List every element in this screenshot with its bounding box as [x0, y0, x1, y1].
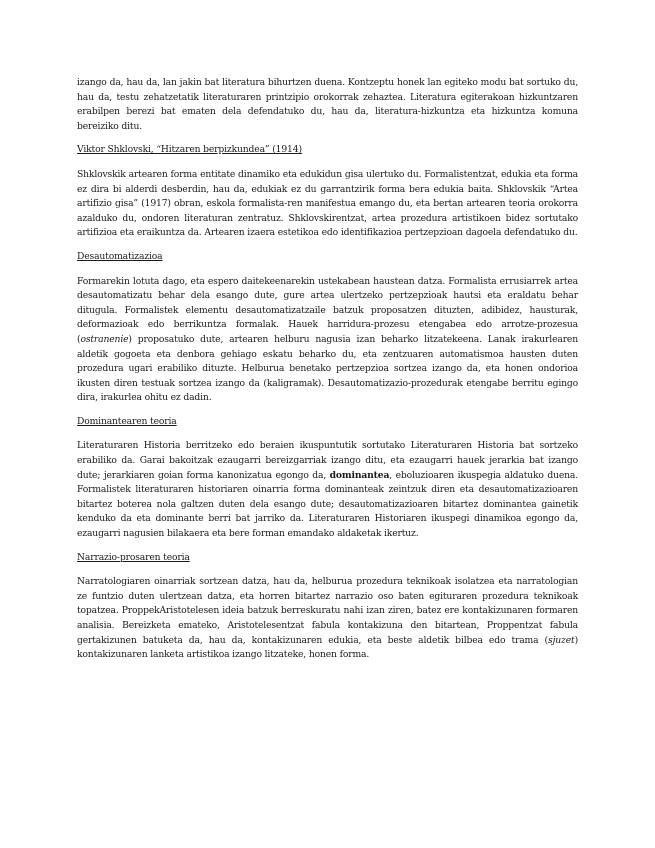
italic-term-ostranenie: ostranenie — [80, 333, 129, 345]
section-paragraph-desautomatizazioa — [77, 275, 578, 406]
bold-term-dominantea: dominantea — [329, 469, 390, 481]
section-paragraph-narrazio — [77, 575, 578, 663]
paragraph-text-part: Narratologiaren oinarriak sortzean datza, hau da, helburua prozedura teknikoak isolatzea eta narratologian ze funtzio duten ulertzean datza, eta horren bitartez narrazio oso baten egituraren prozedura teknikoak topatzea. ProppekAristotelesen ideia batzuk berreskuratu nahi izan ziren, batez ere kontakizunaren formaren analisia. Bereizketa emateko, Aristotelesentzat fabula kontakizuna den bitartean, Proppentzat fabula gertakizunen batuketa da, hau da, kontakizunaren edukia, eta beste aldetik bilbea edo trama ( — [77, 576, 578, 646]
italic-term-sjuzet: sjuzet — [548, 634, 575, 646]
intro-paragraph: izango da, hau da, lan jakin bat literatura bihurtzen duena. Kontzeptu honek lan egiteko modu bat sortuko du, hau da, testu zehatzetatik literaturaren printzipio orokorrak zehaztea. Literatura egiterakoan hizkuntzaren erabilpen berezi bat ematen dela defendatuko du, hau da, literatura-hizkuntza eta hizkuntza komuna bereiziko ditu. — [77, 77, 578, 132]
section-heading-dominantea: Dominantearen teoria — [77, 415, 177, 427]
paragraph-text-part: , eboluzioaren ikuspegia aldatuko duena. Formalistek literaturaren historiaren oinarria forma dominanteak zeintzuk diren eta desautomatizazioaren bitartez boterea nola galtzen duten dela esango dute; desautomatizazioaren bitartez dominantea gainetik kenduko da eta dominante berri bat jarriko da. Literaturaren Historiaren ikuspegi dinamikoa egongo da, ezaugarri nagusien bilakaera eta bere forman emandako aldaketak ikertuz. — [77, 469, 578, 540]
section-heading-desautomatizazioa: Desautomatizazioa — [77, 250, 163, 262]
paragraph-text-part: Formarekin lotuta dago, eta espero daitekeenarekin ustekabean haustean datza. Formalista errusiarrek artea desautomatizatu behar dela esango dute, gure artea ulertzeko pertzepzioak hautsi eta eraldatu behar ditugula. Formalistek elementu desautomatizatzaile batzuk proposatzen dituzten, adibidez, hausturak, deformazioak edo berrikuntza formalak. Hauek harridura-prozesu etengabea edo arrotze-prozesua ( — [77, 275, 578, 345]
section-paragraph-shklovski: Shklovskik artearen forma entitate dinamiko eta edukidun gisa ulertuko du. Formalistentzat, edukia eta forma ez dira bi alderdi desberdin, hau da, edukiak ez du garrantzirik forma bera edukia baita. Shklovskik “Artea artifizio gisa” (1917) obran, eskola formalista-ren manifestua emango du, eta bertan artearen teoria orokorra azalduko du, ondoren literaturan zentratuz. Shklovskirentzat, artea prozedura artistikoen bidez sortutako artifizioa eta eraikuntza da. Artearen izaera estetikoa edo identifikazioa pertzepzioan dagoela defendatuko du. — [77, 168, 578, 239]
paragraph-text-part: ) kontakizunaren lanketa artistikoa izango litzateke, honen forma. — [77, 634, 578, 661]
section-heading-shklovski: Viktor Shklovski, “Hitzaren berpizkundea” (1914) — [77, 144, 302, 156]
paragraph-text-part: Literaturaren Historia berritzeko edo beraien ikuspuntutik sortutako Literaturaren Historia bat sortzeko erabiliko da. Garai bakoitzak ezaugarri bereizgarriak izango ditu, eta ezaugarri hauek jerarkia bat izango dute; jerarkiaren goian forma kanonizatua egongo da, — [77, 440, 578, 481]
section-heading-narrazio: Narrazio-prosaren teoria — [77, 551, 190, 563]
paragraph-text-part: ) proposatuko dute, artearen helburu nagusia izan beharko litzatekeena. Lanak irakurlearen aldetik gogoeta eta denbora gehiago eskatu beharko du, eta zentzuaren automatismoa hausten duten prozedura ugari erabiliko dituzte. Helburua benetako pertzepzioa sortzea izango da, eta honen ondorioa ikusten diren testuak sortzea izango da (kaligramak). Desautomatizazio-prozedurak etengabe berritu egingo dira, irakurlea ohitu ez dadin. — [77, 333, 578, 404]
section-paragraph-dominantea — [77, 439, 578, 541]
